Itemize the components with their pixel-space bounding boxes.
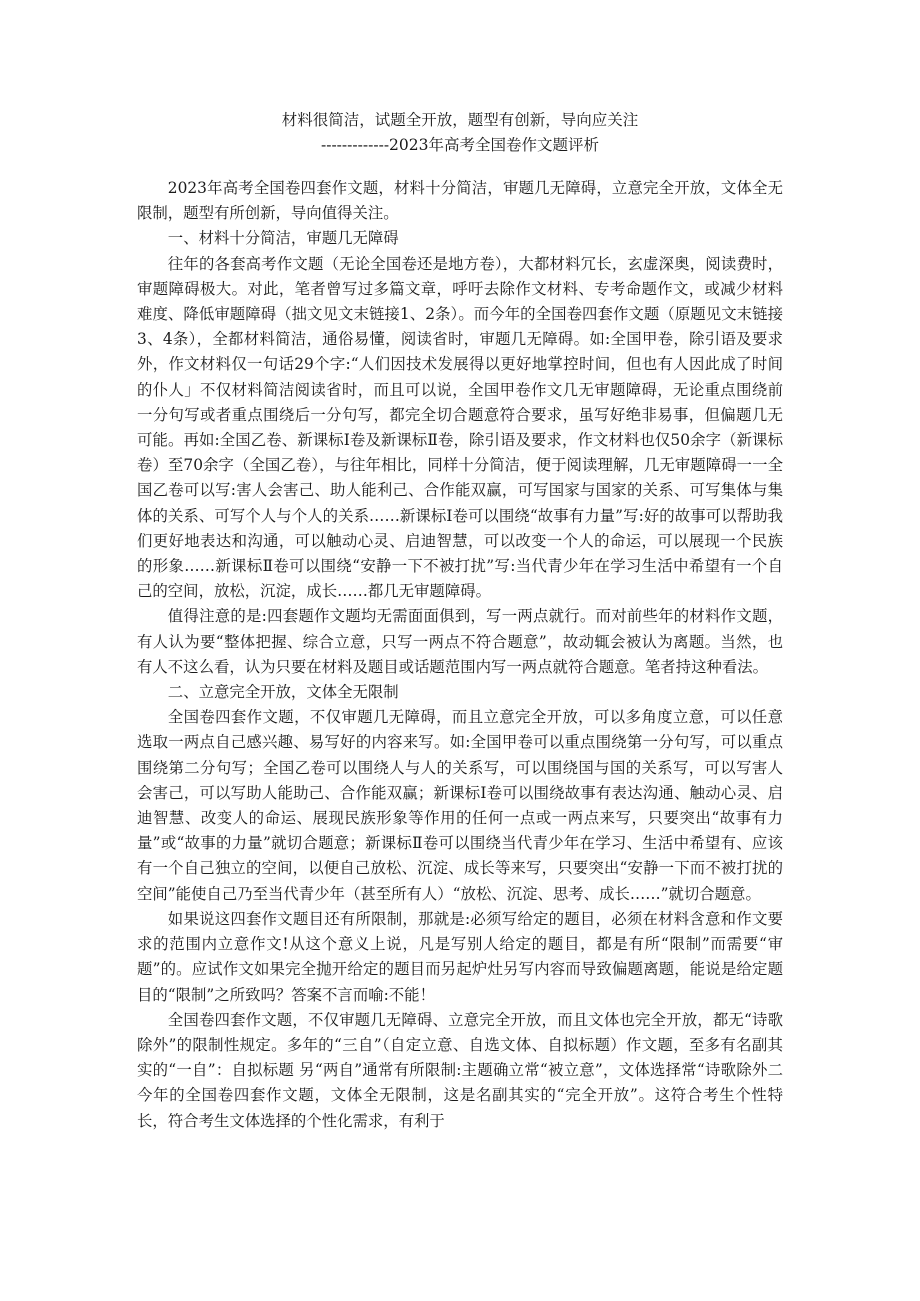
document-title: 材料很简洁，试题全开放，题型有创新，导向应关注 [281, 111, 639, 129]
section-heading-2: 二、立意完全开放，文体全无限制 [167, 683, 399, 702]
paragraph-section1-body: 往年的各套高考作文题（无论全国卷还是地方卷），大都材料冗长，玄虚深奥，阅读费时，审题障碍极大。对此，笔者曾写过多篇文章，呼吁去除作文材料、专考命题作文，或减少材料难度、降低审题障碍（拙文见文末链接1、2条）。而今年的全国卷四套作文题（原题见文末链接3、4条），全都材料简洁，通俗易懂，阅读省时，审题几无障碍。如:全国甲卷，除引语及要求外，作文材料仅一句话29个字:“人们因技术发展得以更好地掌控时间，但也有人因此成了时间的仆人」不仅材料简洁阅读省时，而且可以说，全国甲卷作文几无审题障碍，无论重点围绕前一分句写或者重点围绕后一分句写，都完全切合题意符合要求，虽写好绝非易事，但偏题几无可能。再如:全国乙卷、新课标Ⅰ卷及新课标Ⅱ卷，除引语及要求，作文材料也仅50余字（新课标卷）至70余字（全国乙卷），与往年相比，同样十分简洁，便于阅读理解，几无审题障碍一一全国乙卷可以写:害人会害己、助人能利己、合作能双赢，可写国家与国家的关系、可写集体与集体的关系、可写个人与个人的关系……新课标Ⅰ卷可以围绕“故事有力量”写:好的故事可以帮助我们更好地表达和沟通，可以触动心灵、启迪智慧，可以改变一个人的命运，可以展现一个民族的形象……新课标Ⅱ卷可以围绕“安静一下不被打扰”写:当代青少年在学习生活中希望有一个自己的空间，放松，沉淀，成长……都几无审题障碍。 [137, 254, 783, 601]
paragraph-section1-note: 值得注意的是:四套题作文题均无需面面俱到，写一两点就行。而对前些年的材料作文题，有人认为要“整体把握、综合立意，只写一两点不符合题意”，故动辄会被认为离题。当然，也有人不这么看，认为只要在材料及题目或话题范围内写一两点就符合题意。笔者持这种看法。 [137, 607, 783, 676]
paragraph-section2-genre: 全国卷四套作文题，不仅审题几无障碍、立意完全开放，而且文体也完全开放，都无“诗歌除外”的限制性规定。多年的“三自”（自定立意、自选文体、自拟标题）作文题，至多有名副其实的“一自”：自拟标题 另“两自”通常有所限制:主题确立常“被立意”，文体选择常“诗歌除外二今年的全国卷四套作文题，文体全无限制，这是名副其实的“完全开放”。这符合考生个性特长，符合考生文体选择的个性化需求，有利于 [137, 1010, 783, 1130]
paragraph-section2-limits: 如果说这四套作文题目还有所限制，那就是:必须写给定的题目，必须在材料含意和作文要求的范围内立意作文!从这个意义上说，凡是写别人给定的题目，都是有所“限制”而需要“审题”的。应试作文如果完全抛开给定的题目而另起炉灶另写内容而导致偏题离题，能说是给定题目的“限制”之所致吗？答案不言而喻:不能！ [137, 909, 783, 1004]
document-page [137, 108, 783, 1134]
section-heading-1: 一、材料十分简洁，审题几无障碍 [167, 229, 399, 248]
paragraph-intro: 2023年高考全国卷四套作文题，材料十分简洁，审题几无障碍，立意完全开放，文体全无限制，题型有所创新，导向值得关注。 [137, 179, 783, 223]
paragraph-section2-body: 全国卷四套作文题，不仅审题几无障碍，而且立意完全开放，可以多角度立意，可以任意选取一两点自己感兴趣、易写好的内容来写。如:全国甲卷可以重点围绕第一分句写，可以重点围绕第二分句写；全国乙卷可以围绕人与人的关系写，可以围绕国与国的关系写，可以写害人会害己，可以写助人能助己、合作能双赢；新课标Ⅰ卷可以围绕故事有表达沟通、触动心灵、启迪智慧、改变人的命运、展现民族形象等作用的任何一点或一两点来写，只要突出“故事有力量”或“故事的力量”就切合题意；新课标Ⅱ卷可以围绕当代青少年在学习、生活中希望有、应该有一个自己独立的空间，以便自己放松、沉淀、成长等来写，只要突出“安静一下而不被打扰的空间”能使自己乃至当代青少年（甚至所有人）“放松、沉淀、思考、成长……”就切合题意。 [137, 708, 783, 903]
document-subtitle: -------------2023年高考全国卷作文题评析 [320, 136, 600, 154]
